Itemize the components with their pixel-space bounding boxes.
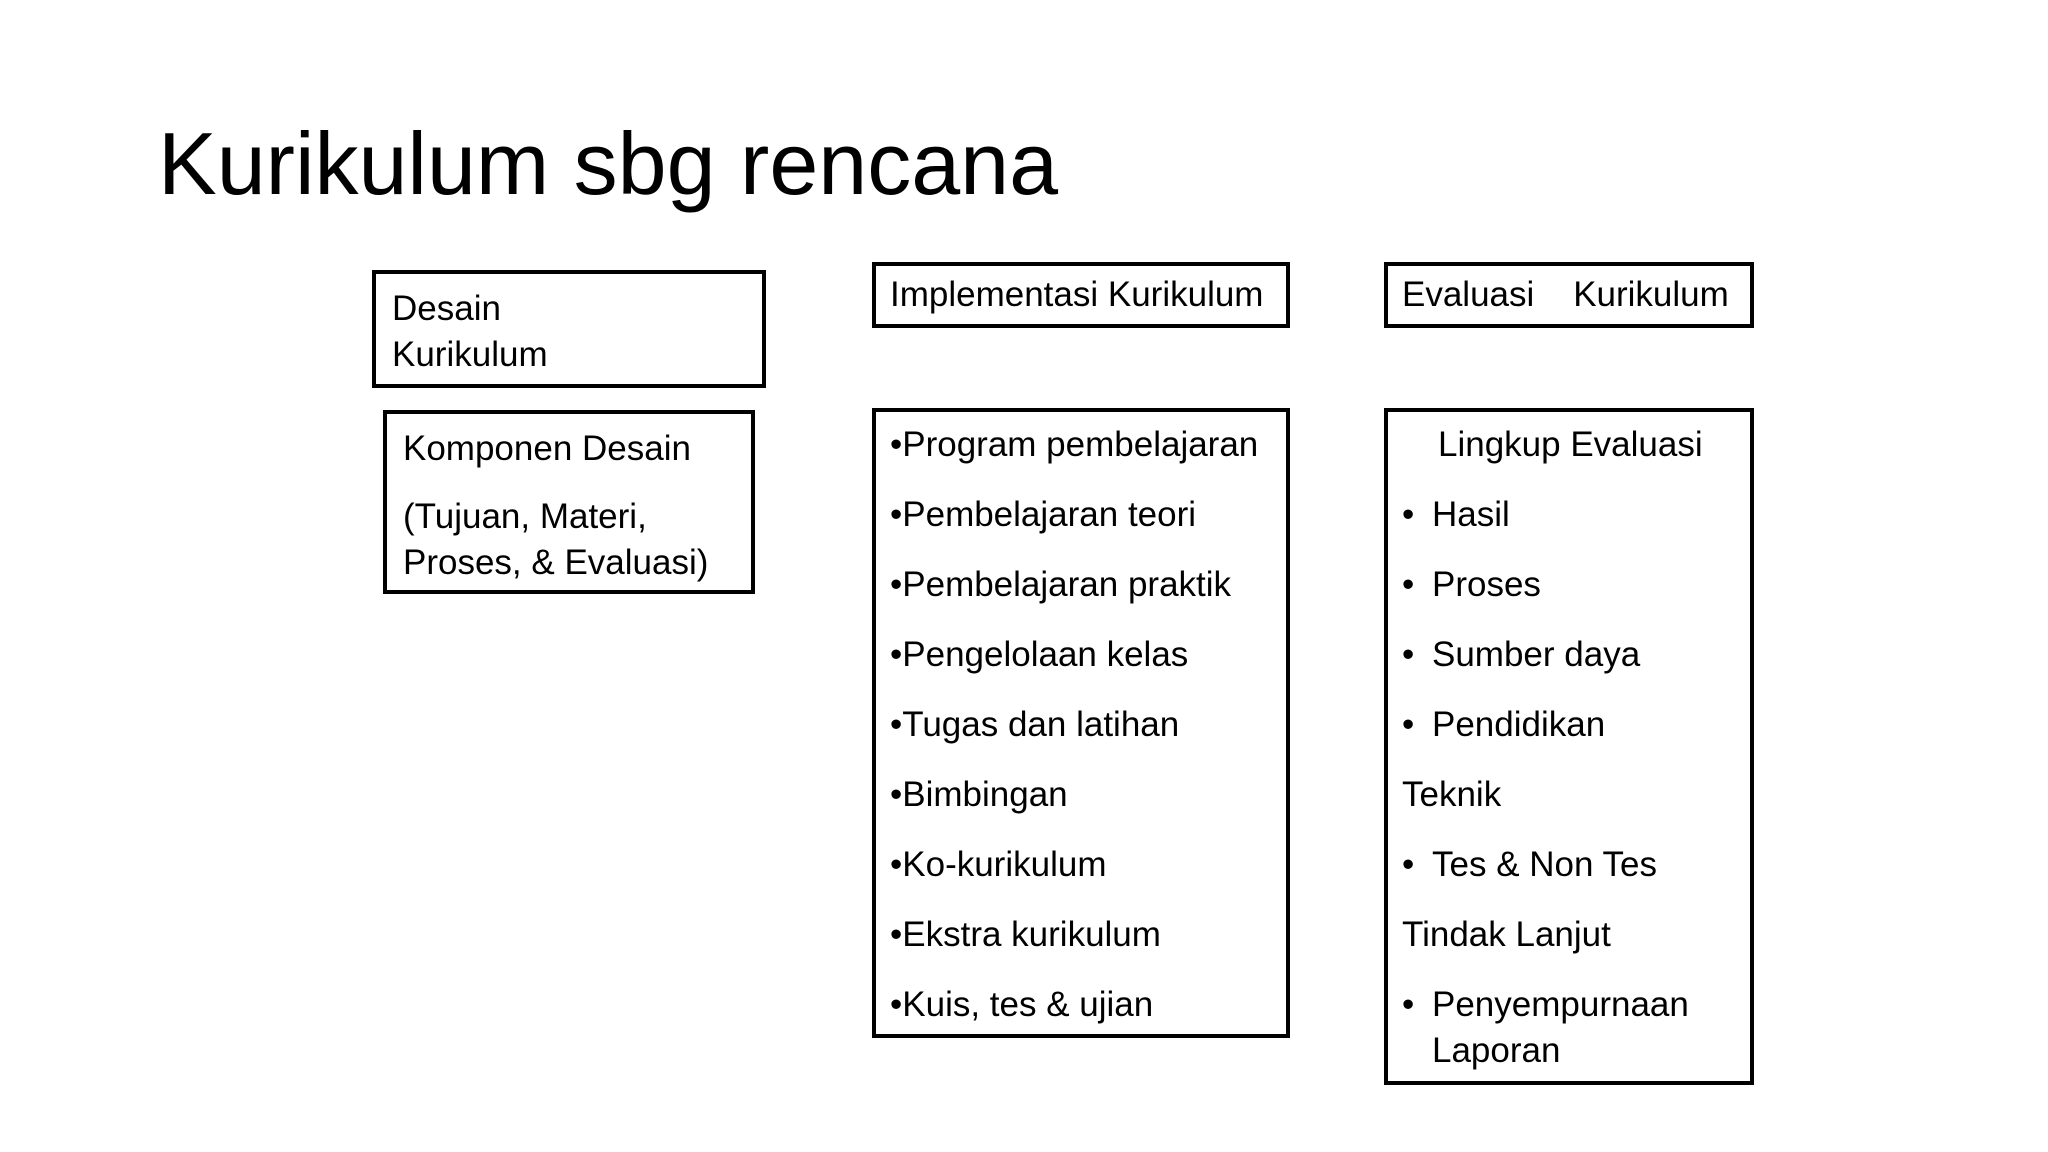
bullet-icon: • xyxy=(1402,635,1415,674)
lingkup-item-label: Proses xyxy=(1432,565,1541,604)
lingkup-evaluasi-box xyxy=(1384,408,1754,1085)
bullet-icon: • xyxy=(1402,565,1415,604)
bullet-icon: • xyxy=(1402,495,1415,534)
lingkup-item-label: Sumber daya xyxy=(1432,635,1641,674)
implementasi-kurikulum-box: Implementasi Kurikulum xyxy=(872,262,1290,328)
implementasi-item: •Ekstra kurikulum xyxy=(890,915,1161,954)
teknik-item xyxy=(1402,842,1736,912)
bullet-icon: • xyxy=(1402,705,1415,744)
bullet-icon: • xyxy=(1402,985,1415,1024)
tindak-lanjut-item-label: Penyempurnaan Laporan xyxy=(1432,985,1689,1070)
tindak-lanjut-label: Tindak Lanjut xyxy=(1402,915,1611,954)
implementasi-item: •Pembelajaran praktik xyxy=(890,565,1232,604)
implementasi-list-box xyxy=(872,408,1290,1038)
implementasi-item: •Kuis, tes & ujian xyxy=(890,985,1154,1024)
tindak-lanjut-item xyxy=(1402,982,1736,1074)
implementasi-item: •Program pembelajaran xyxy=(890,425,1259,464)
implementasi-item: •Pembelajaran teori xyxy=(890,495,1197,534)
evaluasi-kurikulum-box: Evaluasi Kurikulum xyxy=(1384,262,1754,328)
implementasi-item: •Tugas dan latihan xyxy=(890,705,1180,744)
bullet-icon: • xyxy=(1402,845,1415,884)
slide-title: Kurikulum sbg rencana xyxy=(158,114,1059,213)
implementasi-item: •Pengelolaan kelas xyxy=(890,635,1189,674)
lingkup-item xyxy=(1402,632,1736,702)
implementasi-item: •Bimbingan xyxy=(890,775,1068,814)
teknik-label: Teknik xyxy=(1402,775,1502,814)
implementasi-item: •Ko-kurikulum xyxy=(890,845,1107,884)
lingkup-item-label: Pendidikan xyxy=(1432,705,1606,744)
lingkup-evaluasi-title: Lingkup Evaluasi xyxy=(1438,425,1703,464)
komponen-desain-description: (Tujuan, Materi, Proses, & Evaluasi) xyxy=(403,497,709,582)
komponen-desain-box xyxy=(383,410,755,594)
desain-kurikulum-box: Desain Kurikulum xyxy=(372,270,766,388)
lingkup-item xyxy=(1402,562,1736,632)
teknik-item-label: Tes & Non Tes xyxy=(1432,845,1658,884)
lingkup-item xyxy=(1402,492,1736,562)
lingkup-item xyxy=(1402,702,1736,772)
komponen-desain-title: Komponen Desain xyxy=(403,429,691,468)
lingkup-item-label: Hasil xyxy=(1432,495,1510,534)
